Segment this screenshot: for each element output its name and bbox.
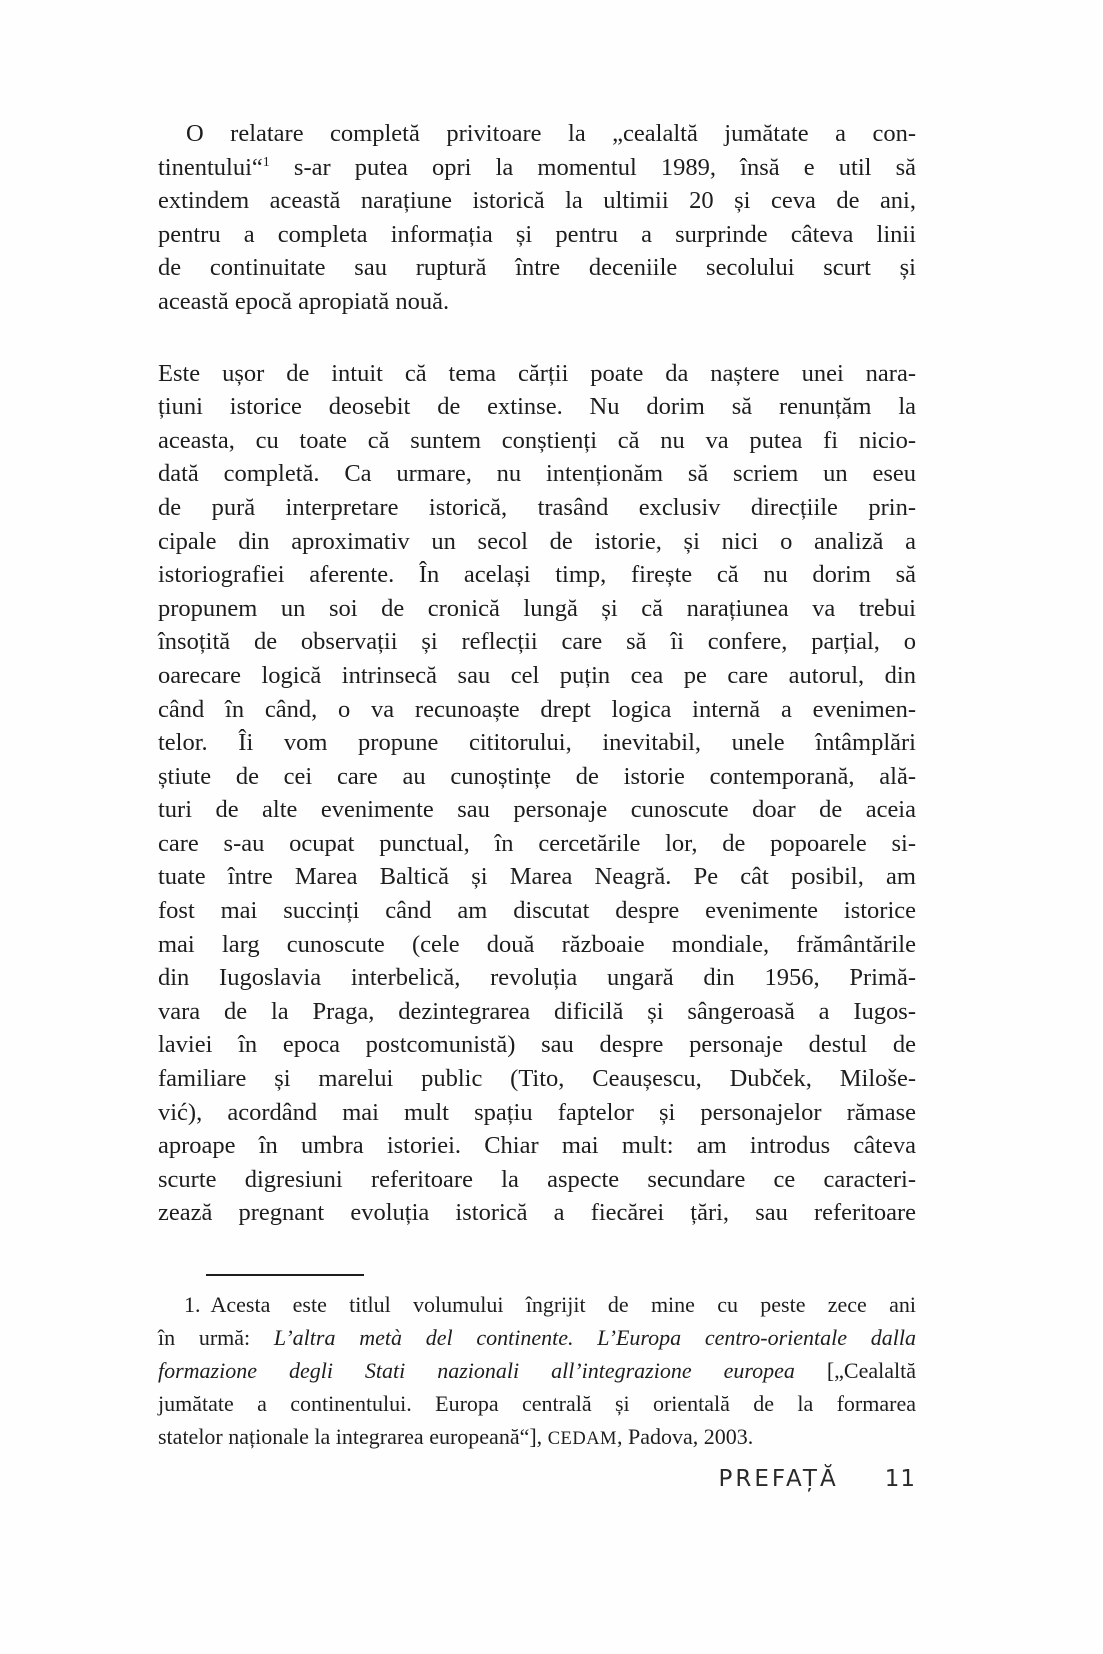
text-segment: tinentului“ <box>158 153 263 181</box>
text-line: fost mai succinți când am discutat despre evenimente istorice <box>158 897 916 925</box>
footnote-line: jumătate a continentului. Europa centrală și orientală de la formarea <box>158 1391 916 1416</box>
footnote-line <box>158 1321 916 1354</box>
text-line: familiare și marelui public (Tito, Ceaușescu, Dubček, Miloše- <box>158 1065 916 1093</box>
footnote-reference-1: 1 <box>262 154 270 170</box>
text-line: O relatare completă privitoare la „cealaltă jumătate a con- <box>186 120 916 147</box>
page-text-block <box>158 117 916 1492</box>
footnote-line <box>158 1288 916 1321</box>
text-segment: [„Cealaltă <box>794 1358 916 1383</box>
text-line: această epocă apropiată nouă. <box>158 287 450 315</box>
publisher-name: CEDAM <box>547 1429 617 1449</box>
paragraph-1 <box>158 117 916 319</box>
text-line: vić), acordând mai mult spațiu faptelor și personajelor rămase <box>158 1098 916 1126</box>
text-segment: , Padova, 2003. <box>617 1424 754 1449</box>
page-footer <box>158 1466 916 1492</box>
text-line: vara de la Praga, dezintegrarea dificilă și sângeroasă a Iugos- <box>158 997 916 1025</box>
text-segment: statelor naționale la integrarea europeană“], <box>158 1424 548 1449</box>
text-line: cipale din aproximativ un secol de istorie, și nici o analiză a <box>158 527 916 555</box>
text-line: zează pregnant evoluția istorică a fiecărei țări, sau referitoare <box>158 1199 916 1227</box>
text-line: țiuni istorice deosebit de extinse. Nu dorim să renunțăm la <box>158 393 916 421</box>
text-line: de pură interpretare istorică, trasând exclusiv direcțiile prin- <box>158 493 916 521</box>
text-line: când în când, o va recunoaște drept logica internă a evenimen- <box>158 695 916 723</box>
text-line: de continuitate sau ruptură între deceniile secolului scurt și <box>158 254 916 282</box>
text-line: mai larg cunoscute (cele două războaie mondiale, frământările <box>158 930 916 958</box>
text-line: scurte digresiuni referitoare la aspecte secundare ce caracteri- <box>158 1165 916 1193</box>
text-line: turi de alte evenimente sau personaje cunoscute doar de aceia <box>158 796 916 824</box>
text-line: aceasta, cu toate că suntem conștienți că nu va putea fi nicio- <box>158 426 916 454</box>
text-line: din Iugoslavia interbelică, revoluția ungară din 1956, Primă- <box>158 964 916 992</box>
text-line: extindem această narațiune istorică la ultimii 20 și ceva de ani, <box>158 187 916 215</box>
footnote-number: 1. <box>184 1292 201 1317</box>
text-line: însoțită de observații și reflecții care să îi confere, parțial, o <box>158 628 916 656</box>
text-line: care s-au ocupat punctual, în cercetările lor, de popoarele si- <box>158 829 916 857</box>
running-head: PREFAȚĂ <box>718 1466 839 1492</box>
text-line: istoriografiei aferente. În același timp, firește că nu dorim să <box>158 561 916 589</box>
text-line: pentru a completa informația și pentru a surprinde câteva linii <box>158 220 916 248</box>
text-line: Este ușor de intuit că tema cărții poate da naștere unei nara- <box>158 359 916 387</box>
text-segment: în urmă: <box>158 1325 274 1350</box>
text-line: știute de cei care au cunoștințe de istorie contemporană, ală- <box>158 762 916 790</box>
text-line: tuate între Marea Baltică și Marea Neagră. Pe cât posibil, am <box>158 863 916 891</box>
paragraph-2 <box>158 357 916 1230</box>
book-title-italic: formazione degli Stati nazionali all’integrazione europea <box>158 1358 795 1383</box>
footnote-separator-rule <box>206 1274 364 1276</box>
footnote-1 <box>158 1288 916 1456</box>
text-line: dată completă. Ca urmare, nu intenționăm să scriem un eseu <box>158 460 916 488</box>
text-line: oarecare logică intrinsecă sau cel puțin cea pe care autorul, din <box>158 661 916 689</box>
text-line <box>158 151 916 185</box>
text-line: laviei în epoca postcomunistă) sau despre personaje destul de <box>158 1031 916 1059</box>
footnote-line <box>158 1354 916 1387</box>
footnote-line <box>158 1420 916 1456</box>
text-line: telor. Îi vom propune cititorului, inevitabil, unele întâmplări <box>158 729 916 757</box>
text-line: aproape în umbra istoriei. Chiar mai mult: am introdus câteva <box>158 1132 916 1160</box>
text-segment: Acesta este titlul volumului îngrijit de mine cu peste zece ani <box>210 1292 916 1317</box>
text-segment: s-ar putea opri la momentul 1989, însă e util să <box>269 153 916 181</box>
book-title-italic: L’altra metà del continente. L’Europa centro-orientale dalla <box>273 1325 916 1350</box>
page-number: 11 <box>884 1466 916 1492</box>
text-line: propunem un soi de cronică lungă și că narațiunea va trebui <box>158 594 916 622</box>
